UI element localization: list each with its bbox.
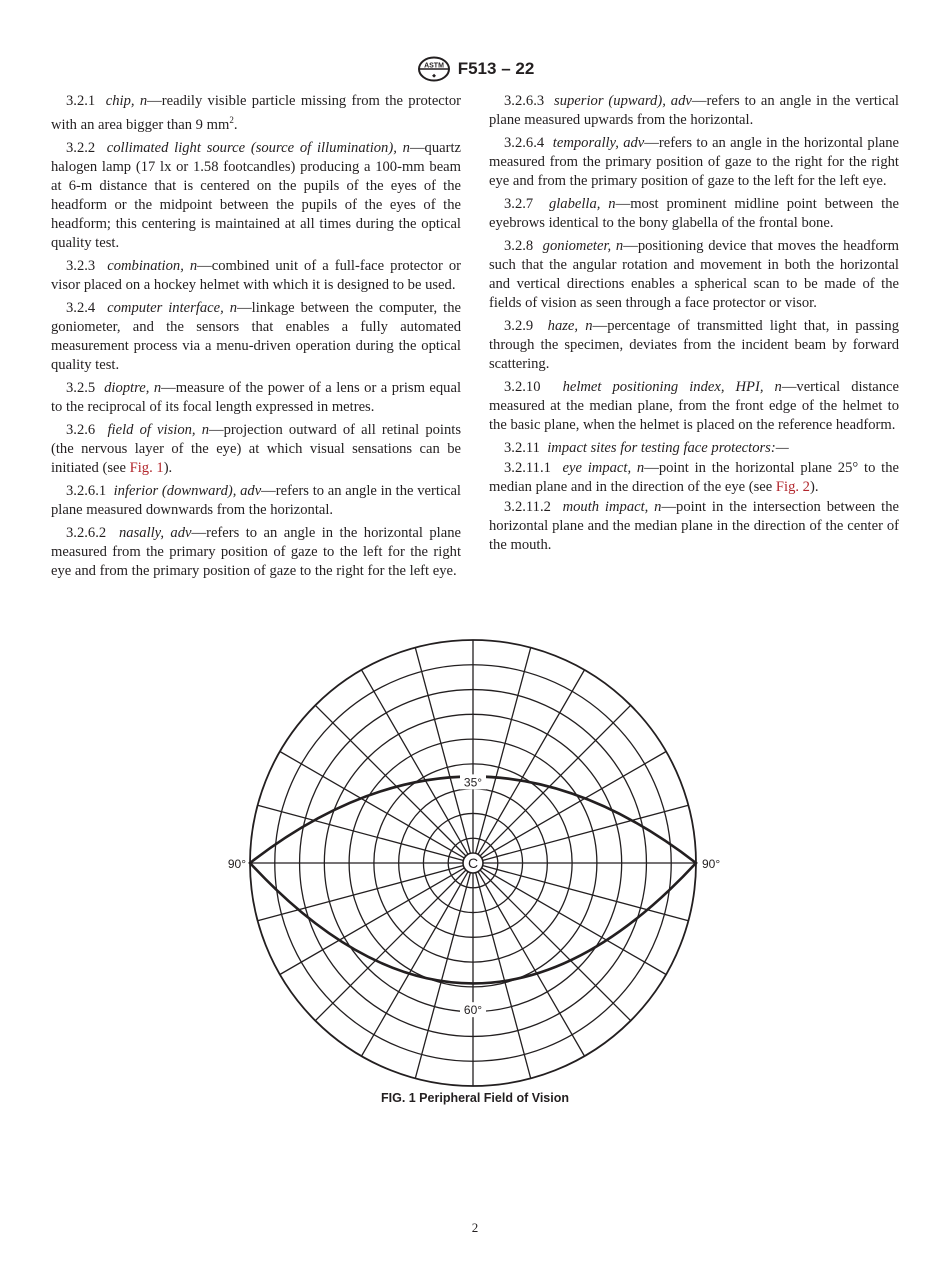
definition-3-2-11-1: 3.2.11.1 eye impact, n—point in the horizontal plane 25° to the median plane and in the direction of the eye (see Fig. 2). <box>489 460 899 495</box>
polar-meridian <box>258 805 466 861</box>
polar-meridian <box>480 805 688 861</box>
definition-3-2-1: 3.2.1 chip, n—readily visible particle missing from the protector with an area bigger than 9 $mm^2$. <box>51 93 461 133</box>
definition-3-2-10: 3.2.10 helmet positioning index, HPI, n—vertical distance measured at the median plane, from the front edge of the helmet to the basic plane, when the helmet is placed on the reference headform. <box>489 379 900 433</box>
svg-text:◆: ◆ <box>431 73 436 79</box>
definition-3-2-4: 3.2.4 computer interface, n—linkage between the computer, the goniometer, and the sensors that enables a fully automated measurement process via a menu-driven operation during the optical quality test. <box>51 299 461 373</box>
label-35-degrees: 35° <box>463 775 483 790</box>
polar-meridian <box>478 705 630 857</box>
astm-logo-icon <box>416 56 452 82</box>
definition-3-2-5: 3.2.5 dioptre, n—measure of the power of a lens or a prism equal to the reciprocal of its focal length expressed in metres. <box>51 379 462 415</box>
definition-3-2-11-2: 3.2.11.2 mouth impact, n—point in the intersection between the horizontal plane and the median plane in the direction of the center of the mouth. <box>489 499 900 553</box>
figure-1 <box>0 630 950 1100</box>
definition-3-2-6-2: 3.2.6.2 nasally, adv—refers to an angle in the horizontal plane measured from the primary position of gaze to the left for the right eye and from the primary position of gaze to the right for the left eye. <box>51 524 461 579</box>
definition-3-2-6-3: 3.2.6.3 superior (upward), adv—refers to an angle in the vertical plane measured upwards from the horizontal. <box>489 93 899 128</box>
right-column <box>489 92 899 559</box>
document-id: F513 – 22 <box>457 59 535 78</box>
definition-3-2-7: 3.2.7 glabella, n—most prominent midline point between the eyebrows identical to the bony glabella of the frontal bone. <box>489 196 899 231</box>
polar-meridian <box>478 868 630 1020</box>
center-label: C <box>467 855 479 871</box>
polar-meridian <box>315 705 467 857</box>
fig-1-link[interactable]: Fig. 1 <box>129 459 164 476</box>
label-90-degrees-right: 90° <box>702 857 721 871</box>
fig-2-link[interactable]: Fig. 2 <box>775 479 810 495</box>
page-number: 2 <box>471 1220 479 1235</box>
definition-3-2-3: 3.2.3 combination, n—combined unit of a full-face protector or visor placed on a hockey helmet with which it is designed to be used. <box>51 257 462 293</box>
left-column <box>51 92 461 585</box>
definition-3-2-8: 3.2.8 goniometer, n—positioning device that moves the headform such that the angular rotation and movement in both the horizontal and vertical directions enables a spherical scan to be made of the fields of vision as seen through a face protector or visor. <box>489 238 900 311</box>
astm-logo-text: ASTM <box>423 62 444 70</box>
definition-3-2-9: 3.2.9 haze, n—percentage of transmitted light that, in passing through the specimen, deviates from the incident beam by forward scattering. <box>489 318 899 372</box>
label-60-degrees: 60° <box>463 1003 483 1018</box>
polar-meridian <box>258 865 466 921</box>
label-90-degrees-left: 90° <box>227 857 246 871</box>
polar-meridian <box>415 870 471 1078</box>
polar-meridian <box>280 752 467 860</box>
polar-meridian <box>479 752 666 860</box>
definition-3-2-6-1: 3.2.6.1 inferior (downward), adv—refers to an angle in the vertical plane measured downwards from the horizontal. <box>51 482 461 518</box>
polar-meridian <box>475 648 531 856</box>
polar-meridian <box>477 670 585 857</box>
definition-3-2-6-4: 3.2.6.4 temporally, adv—refers to an angle in the horizontal plane measured from the primary position of gaze to the right for the right eye and from the primary position of gaze to the left for the left eye. <box>489 135 900 189</box>
polar-meridian <box>475 870 531 1078</box>
polar-meridian <box>480 865 688 921</box>
figure-caption: FIG. 1 Peripheral Field of Vision <box>380 1091 569 1105</box>
polar-field-diagram <box>0 630 950 1090</box>
page-header <box>0 56 950 82</box>
polar-meridian <box>415 648 471 856</box>
definition-3-2-2: 3.2.2 collimated light source (source of illumination), n—quartz halogen lamp (17 lx or 1.58 footcandles) producing a 100-mm beam at 6-m distance that is centered on the pupils of the eyes of the headform or the midpoint between the pupils of the eyes of the headform; this centering is maintained at all times during the optical quality test. <box>51 139 461 251</box>
definition-3-2-6: 3.2.6 field of vision, n—projection outward of all retinal points (the nervous layer of the eye) at which visual sensations can be initiated (see Fig. 1). <box>51 421 462 476</box>
polar-meridian <box>315 868 467 1020</box>
polar-meridian <box>362 670 470 857</box>
definition-3-2-11: 3.2.11 impact sites for testing face protectors:— <box>504 440 789 456</box>
